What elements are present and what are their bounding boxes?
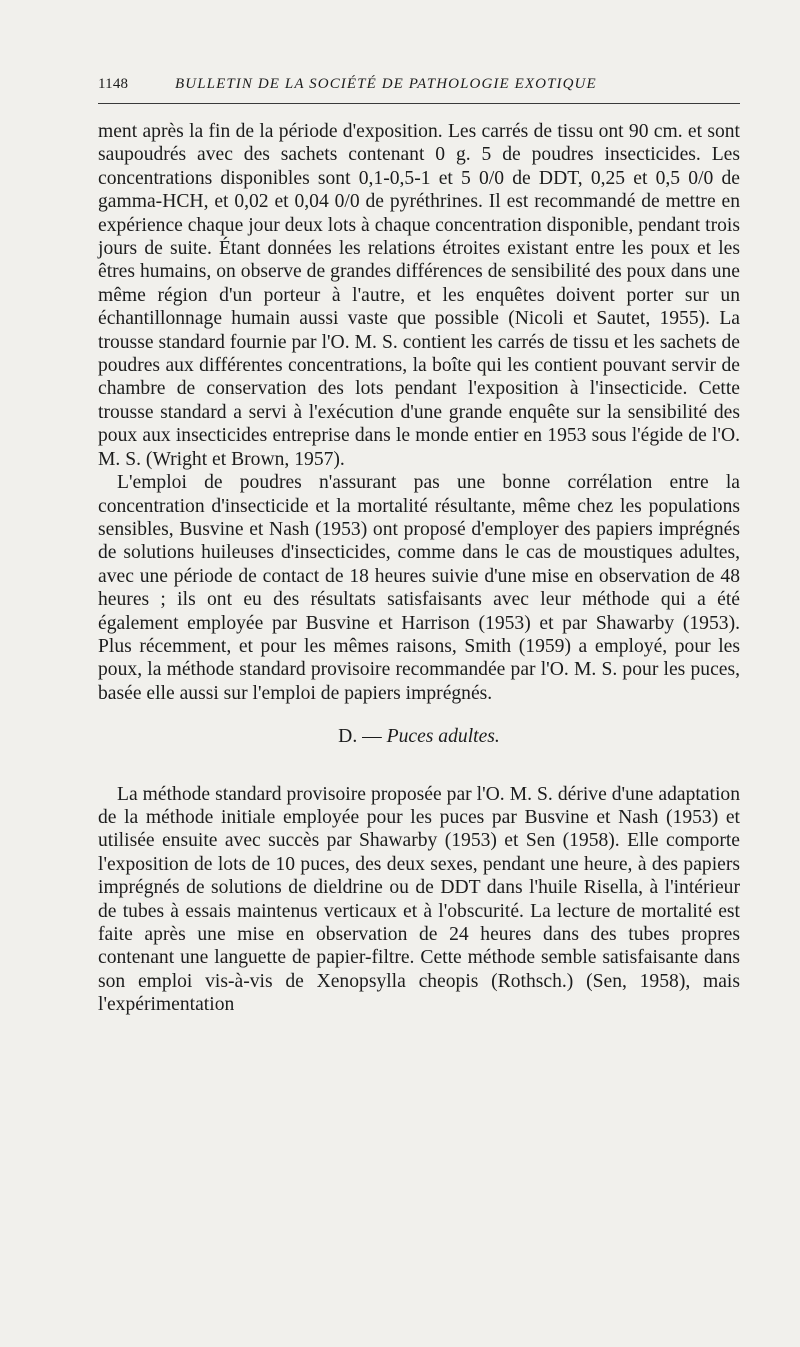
header-rule — [98, 103, 740, 104]
journal-title: BULLETIN DE LA SOCIÉTÉ DE PATHOLOGIE EXOTIQUE — [175, 76, 597, 92]
section-title: Puces adultes. — [386, 726, 500, 748]
paragraph-3: La méthode standard provisoire proposée par l'O. M. S. dérive d'une adaptation de la méthode initiale employée pour les puces par Busvine et Nash (1953) et utilisée ensuite avec succès par Shawarby (1953) et Sen (1958). Elle comporte l'exposition de lots de 10 puces, des deux sexes, pendant une heure, à des papiers imprégnés de solutions de dieldrine ou de DDT dans l'huile Risella, à l'intérieur de tubes à essais maintenus verticaux et à l'obscurité. La lecture de mortalité est faite après une mise en observation de 24 heures dans des tubes propres contenant une languette de papier-filtre. Cette méthode semble satisfaisante dans son emploi vis-à-vis de Xenopsylla cheopis (Rothsch.) (Sen, 1958), mais l'expérimentation — [98, 783, 740, 1016]
section-label: D. — — [338, 726, 382, 748]
section-heading — [98, 725, 740, 748]
page-number: 1148 — [98, 76, 129, 92]
article-body — [98, 120, 740, 1017]
paragraph-2: L'emploi de poudres n'assurant pas une bonne corrélation entre la concentration d'insecticide et la mortalité résultante, même chez les populations sensibles, Busvine et Nash (1953) ont proposé d'employer des papiers imprégnés de solutions huileuses d'insecticides, comme dans le cas de moustiques adultes, avec une période de contact de 18 heures suivie d'une mise en observation de 48 heures ; ils ont eu des résultats satisfaisants avec leur méthode qui a été également employée par Busvine et Harrison (1953) et par Shawarby (1953). Plus récemment, et pour les mêmes raisons, Smith (1959) a employé, pour les poux, la méthode standard provisoire recommandée par l'O. M. S. pour les puces, basée elle aussi sur l'emploi de papiers imprégnés. — [98, 472, 740, 704]
paragraph-1: ment après la fin de la période d'exposition. Les carrés de tissu ont 90 cm. et sont saupoudrés avec des sachets contenant 0 g. 5 de poudres insecticides. Les concentrations disponibles sont 0,1-0,5-1 et 5 0/0 de DDT, 0,25 et 0,5 0/0 de gamma-HCH, et 0,02 et 0,04 0/0 de pyréthrines. Il est recommandé de mettre en expérience chaque jour deux lots à chaque concentration disponible, pendant trois jours de suite. Étant données les relations étroites existant entre les poux et les êtres humains, on observe de grandes différences de sensibilité des poux dans une même région d'un porteur à l'autre, et les enquêtes doivent porter sur un échantillonnage humain aussi vaste que possible (Nicoli et Sautet, 1955). La trousse standard fournie par l'O. M. S. contient les carrés de tissu et les sachets de poudres aux différentes concentrations, la boîte qui les contient pouvant servir de chambre de conservation des lots pendant l'exposition à l'insecticide. Cette trousse standard a servi à l'exécution d'une grande enquête sur la sensibilité des poux aux insecticides entreprise dans le monde entier en 1953 sous l'égide de l'O. M. S. (Wright et Brown, 1957). — [98, 121, 740, 470]
